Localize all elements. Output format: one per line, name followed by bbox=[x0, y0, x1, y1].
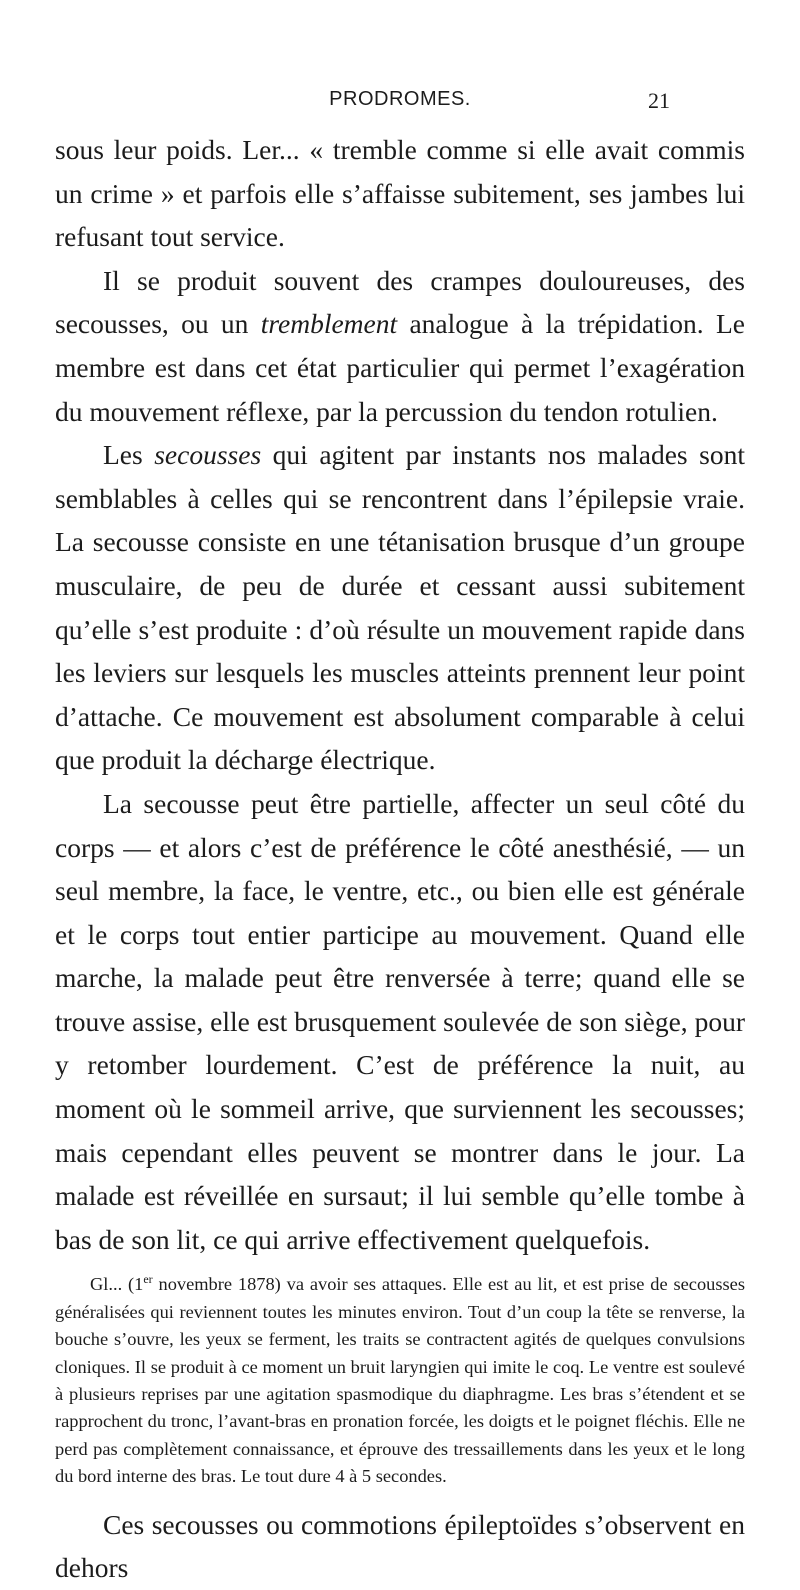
paragraph-secousse-partielle: La secousse peut être partielle, affecter un seul côté du corps — et alors c’est de préférence le côté anesthésié, — un seul membre, la face, le ventre, etc., ou bien elle est générale et le corps tout entier participe au mouvement. Quand elle marche, la malade peut être renversée à terre; quand elle se trouve assise, elle est brusquement soulevée de son siège, pour y retomber lourdement. C’est de préférence la nuit, au moment où le sommeil arrive, que surviennent les secousses; mais cependant elles peuvent se montrer dans le jour. La malade est réveillée en sursaut; il lui semble qu’elle tombe à bas de son lit, ce qui arrive effectivement quelquefois. bbox=[55, 787, 745, 1255]
page-number: 21 bbox=[648, 88, 670, 113]
emphasis-secousses: secousses bbox=[154, 439, 262, 471]
case-note-text: novembre 1878) va avoir ses attaques. Elle est au lit, et est prise de secousses généralisées qui reviennent toutes les minutes environ. Tout d’un coup la tête se renverse, la bouche s’ouvre, les yeux se ferment, les traits se contractent agités de quelques convulsions cloniques. Il se produit à ce moment un bruit laryngien qui imite le coq. Le ventre est soulevé à plusieurs reprises par une agitation spasmodique du diaphragme. Les bras s’étendent et se rapprochent du tronc, l’avant-bras en pronation forcée, les doigts et le poignet fléchis. Elle ne perd pas complètement connaissance, et éprouve des tressaillements dans les yeux et le long du bord interne des bras. Le tout dure 4 à 5 secondes. bbox=[55, 1274, 745, 1487]
paragraph-continuation: sous leur poids. Ler... « tremble comme si elle avait commis un crime » et parfois elle s’affaisse subitement, ses jambes lui refusant tout service. bbox=[55, 134, 745, 253]
superscript: er bbox=[143, 1272, 153, 1287]
paragraph-crampes bbox=[55, 259, 745, 433]
paragraph-text: analogue à la trépidation. Le membre est dans cet état particulier qui permet l’exagération du mouvement réflexe, par la percussion du tendon rotulien. bbox=[55, 308, 745, 427]
paragraph-text: qui agitent par instants nos malades sont semblables à celles qui se rencontrent dans l’épilepsie vraie. La secousse consiste en une tétanisation brusque d’un groupe musculaire, de peu de durée et cessant aussi subitement qu’elle s’est produite : d’où résulte un mouvement rapide dans les leviers sur lesquels les muscles atteints prennent leur point d’attache. Ce mouvement est absolument comparable à celui que produit la décharge électrique. bbox=[55, 439, 745, 776]
case-note bbox=[55, 1271, 745, 1490]
paragraph-commotions: Ces secousses ou commotions épileptoïdes s’observent en dehors bbox=[55, 1508, 745, 1584]
running-head bbox=[0, 88, 800, 118]
case-note-text: Gl... (1 bbox=[90, 1274, 144, 1295]
paragraph-text: Les bbox=[103, 439, 155, 471]
running-title: PRODROMES. bbox=[329, 88, 471, 110]
body-text bbox=[55, 128, 745, 1590]
paragraph-secousses bbox=[55, 433, 745, 782]
emphasis-tremblement: tremblement bbox=[260, 308, 398, 340]
paragraph-text: Il se produit souvent des crampes douloureuses, des secousses, ou un bbox=[55, 264, 745, 340]
